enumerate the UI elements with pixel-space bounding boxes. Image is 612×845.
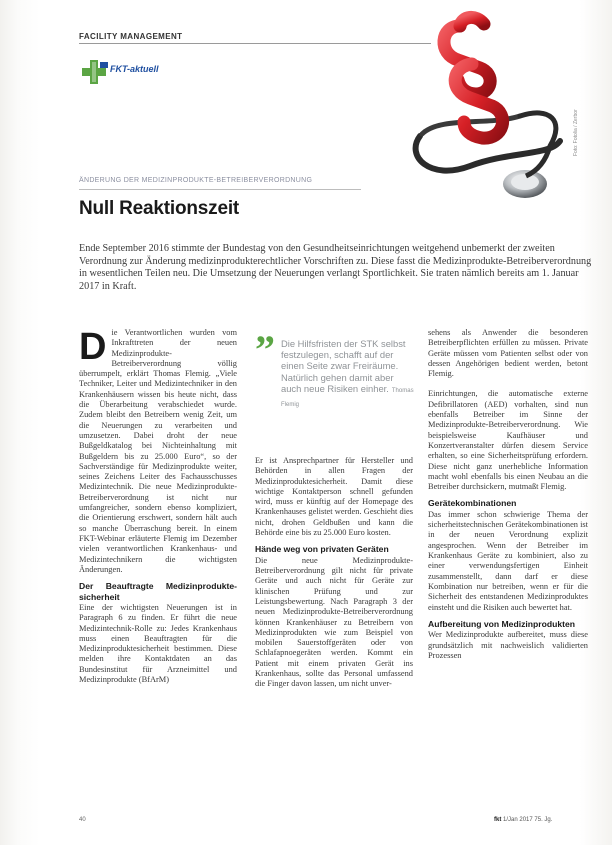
footer-journal <box>494 817 552 823</box>
quote-text <box>281 338 415 411</box>
col3-paragraph-2: Einrichtungen, die automatische externe Defibrillatoren (AED) vorhalten, sind nun ebenfalls Betreiber im Sinne der Medizinprodukte-Betreiberverordnung. Wie beispielsweise Kaufhäuser und Konzertveranstalter dürfen diesem Service erhalten, so eine Sicherheitsprüfung erfordern. Diese nicht ganz unerhebliche Information macht wohl ebenfalls bis einen Neubau an die Betreiber durchsickern, mutmaßt Flemig. <box>428 389 588 492</box>
journal-name: fkt <box>494 817 502 823</box>
stethoscope-icon <box>416 113 560 198</box>
lead-paragraph: Ende September 2016 stimmte der Bundestag von den Gesundheitseinrichtungen weitgehend unbemerkt der zweiten Verordnung zur Änderung medizinprodukterechtlicher Vorschriften zu. Diese fasst die Medizinprodukte-Betreiberverordnung in wesentlichen Teilen neu. Die Umsetzung der Neuerungen verlangt Sportlichkeit. Sie traten nämlich bereits am 1. Januar 2017 in Kraft. <box>79 243 592 292</box>
kicker: ÄNDERUNG DER MEDIZINPRODUKTE-BETREIBERVERORDNUNG <box>79 177 313 184</box>
hero-image <box>400 6 590 206</box>
section-label: FACILITY MANAGEMENT <box>79 32 183 41</box>
photo-credit: Foto: Fotolia / Zerbor <box>573 109 579 156</box>
col2-paragraph-1: Er ist Ansprechpartner für Hersteller und Behörden in allen Fragen der Medizinproduktesicherheit. Damit diese wichtige Kontaktperson schnell gefunden wird, muss er künftig auf der Homepage des Krankenhauses gelistet werden. Geschieht dies nicht, drohen Geldbußen und kann die Behörde eine bis zu 25.000 Euro kosten. <box>255 456 413 538</box>
subhead-beauftragte: Der Beauftragte Medizinprodukte-sicherheit <box>79 581 237 602</box>
col3-paragraph-4: Wer Medizinprodukte aufbereitet, muss diese grundsätzlich mit nachweislich validierten Prozessen <box>428 630 588 660</box>
subhead-private-geraete: Hände weg von privaten Geräten <box>255 544 389 555</box>
header-rule <box>79 43 431 44</box>
quote-body: Die Hilfsfristen der STK selbst festzulegen, schafft auf der einen Seite zwar Freiräume. Natürlich gehen damit aber auch neue Risiken einher. <box>281 338 406 394</box>
drop-cap: D <box>79 326 107 368</box>
quote-mark-icon: ” <box>255 327 275 372</box>
column-2 <box>255 456 413 690</box>
headline: Null Reaktionszeit <box>79 198 240 219</box>
col3-paragraph-3: Das immer schon schwierige Thema der sicherheitstechnischen Gerätekombinationen ist in der neuen Verordnung explizit angesprochen. Wenn der Betreiber im Krankenhaus Geräte zu kombiniert, also zu einer verwendungsfertigen Einheit zusammenstellt, dann darf er diese Kombination nur betreiben, wenn er für die Sicherheit des entstandenen Medizinproduktes einsteht und die Risiken auch bewertet hat. <box>428 509 589 612</box>
journal-volume: 75. Jg. <box>534 817 553 823</box>
subhead-aufbereitung: Aufbereitung von Medizinprodukten <box>428 618 576 629</box>
col3-paragraph-1: sehens als Anwender die besonderen Betreiberpflichten erfüllen zu müssen. Private Geräte müssen vom Patienten selbst oder von dessen Angehörigen bedient werden, betont Flemig. <box>428 328 588 379</box>
journal-issue: 1/Jan 2017 <box>503 817 533 823</box>
column-1 <box>79 328 237 685</box>
column-3 <box>428 328 588 661</box>
pull-quote <box>255 327 415 442</box>
subhead-geraetekombinationen: Gerätekombinationen <box>428 498 517 509</box>
page-number: 40 <box>79 817 86 823</box>
logo-text: FKT-aktuell <box>110 64 159 74</box>
quote-author: Thomas Flemig <box>281 387 414 409</box>
col2-paragraph-2: Die neue Medizinprodukte-Betreiberverordnung gilt nicht für private Geräte und auch nicht für Geräte zur klinischen Prüfung und zur Leistungsbewertung. Nach Paragraph 3 der neuen Medizinprodukte-Betreiberverordnung können Krankenhäuser zu Betreibern von Medizinprodukten wie zum Beispiel von mobilen Sauerstoffgeräten oder von Schlafapnoegeräten werden. Kommt ein Patient mit einem privaten Gerät ins Krankenhaus, sollte das Personal umfassend die Finger davon lassen, um nicht unver- <box>255 555 413 689</box>
kicker-rule <box>79 189 361 190</box>
col1-paragraph-1: ie Verantwortlichen wurden vom Inkrafttreten der neuen Medizinprodukte-Betreiberverordnung völlig überrumpelt, erklärt Thomas Flemig. „Viele Techniker, Leiter und Medizintechniker in den Krankenhäusern wissen bis heute nicht, dass die Überarbeitung verabschiedet wurde. Zudem bleibt den Betreibern wenig Zeit, um die Neuerungen zu verarbeiten und umzusetzen. Dabei droht der neue Bußgeldkatalog bei Nichteinhaltung mit Bußgeldern bis zu 25.000 Euro“, so der Sachverständige für Medizinprodukte weiter, seines Zeichens Leiter des Fachausschusses Medizintechnik. Die neue Medizinprodukte-Betreiberverordnung ist nicht nur umfangreicher, sondern ebenso kompliziert, die Orientierung erschwert, sondern hält auch so manche Überraschung bereit. In einem FKT-Webinar erläuterte Flemig im Dezember vielen verantwortlichen Krankenhaus- und Medizintechnikern die wichtigsten Änderungen. <box>79 328 237 574</box>
col1-paragraph-2: Eine der wichtigsten Neuerungen ist in Paragraph 6 zu finden. Er führt die neue Medizintechnik-Rolle zu: Jedes Krankenhaus muss einen Beauftragten für die Medizinproduktesicherheit bestimmen. Diese melden ihre Kontaktdaten an das Bundesinstitut für Arzneimittel und Medizinprodukte (BfArM) <box>79 602 237 685</box>
